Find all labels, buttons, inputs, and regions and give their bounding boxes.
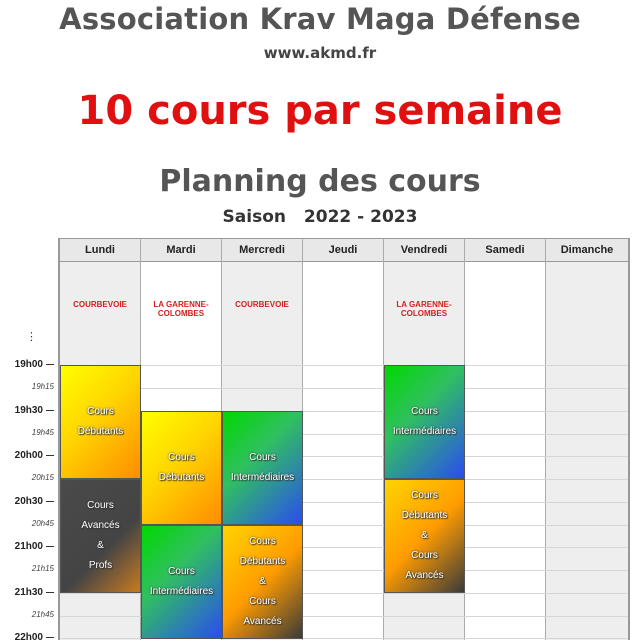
association-name: Association Krav Maga Défense [59, 2, 581, 36]
course-label-line: Cours [249, 536, 276, 547]
day-header: Mercredi [222, 238, 302, 262]
course-block-lundi-beginners[interactable] [60, 365, 141, 479]
course-label-line: Avancés [81, 520, 120, 531]
headline: 10 cours par semaine [77, 88, 563, 134]
location-label: COURBEVOIE [73, 300, 127, 309]
day-column-jeudi [303, 238, 384, 640]
website-url[interactable]: www.akmd.fr [263, 44, 377, 62]
time-label: 20h15 [31, 473, 54, 482]
time-label: 19h00 [15, 359, 54, 370]
time-label: 20h30 [15, 496, 54, 507]
course-block-mardi-beginners[interactable] [141, 411, 222, 525]
day-header: Samedi [465, 238, 545, 262]
course-label-line: Cours [411, 490, 438, 501]
course-block-mardi-intermediate[interactable] [141, 525, 222, 639]
course-label-line: Intermédiaires [230, 472, 295, 483]
grid-line [60, 365, 628, 366]
planning-title: Planning des cours [159, 164, 481, 199]
course-label-line: Cours [168, 566, 195, 577]
course-block-mercredi-intermediate[interactable] [222, 411, 303, 525]
course-label-line: Intermédiaires [149, 586, 214, 597]
day-column-samedi [465, 238, 546, 640]
day-column-dimanche [546, 238, 630, 640]
time-label: 20h45 [31, 519, 54, 528]
schedule-grid [58, 238, 628, 640]
day-header: Lundi [60, 238, 140, 262]
time-label: 21h15 [31, 564, 54, 573]
course-block-mercredi-mixed[interactable] [222, 525, 303, 639]
course-label-line: & [97, 540, 104, 551]
course-label-line: Profs [88, 560, 113, 571]
location-label: LA GARENNE-COLOMBES [396, 300, 452, 318]
course-label-line: Avancés [243, 616, 282, 627]
side-marker: ⋮ [26, 330, 37, 343]
location-label: COURBEVOIE [235, 300, 289, 309]
course-label-line: Intermédiaires [392, 426, 457, 437]
course-label-line: Cours [411, 550, 438, 561]
course-label-line: Avancés [405, 570, 444, 581]
time-label: 21h45 [31, 610, 54, 619]
time-label: 21h30 [15, 587, 54, 598]
course-label-line: Débutants [401, 510, 448, 521]
day-header: Jeudi [303, 238, 383, 262]
course-block-lundi-advanced[interactable] [60, 479, 141, 593]
course-label-line: Cours [168, 452, 195, 463]
time-label: 21h00 [15, 541, 54, 552]
course-label-line: Cours [87, 406, 114, 417]
season [0, 207, 640, 227]
time-label: 19h45 [31, 428, 54, 437]
course-block-vendredi-mixed[interactable] [384, 479, 465, 593]
day-header: Mardi [141, 238, 221, 262]
course-label-line: Débutants [239, 556, 286, 567]
season-years: 2022 - 2023 [303, 207, 418, 227]
time-label: 20h00 [15, 450, 54, 461]
grid-line [60, 388, 628, 389]
day-header: Dimanche [546, 238, 628, 262]
course-label-line: Cours [249, 452, 276, 463]
course-label-line: Cours [249, 596, 276, 607]
course-label-line: & [421, 530, 428, 541]
time-label: 22h00 [15, 632, 54, 643]
course-label-line: Cours [87, 500, 114, 511]
course-label-line: Débutants [77, 426, 124, 437]
time-label: 19h15 [31, 382, 54, 391]
course-label-line: & [259, 576, 266, 587]
location-label: LA GARENNE-COLOMBES [153, 300, 209, 318]
time-label: 19h30 [15, 405, 54, 416]
course-label-line: Débutants [158, 472, 205, 483]
course-block-vendredi-intermediate[interactable] [384, 365, 465, 479]
season-label: Saison [222, 207, 286, 227]
day-header: Vendredi [384, 238, 464, 262]
course-label-line: Cours [411, 406, 438, 417]
